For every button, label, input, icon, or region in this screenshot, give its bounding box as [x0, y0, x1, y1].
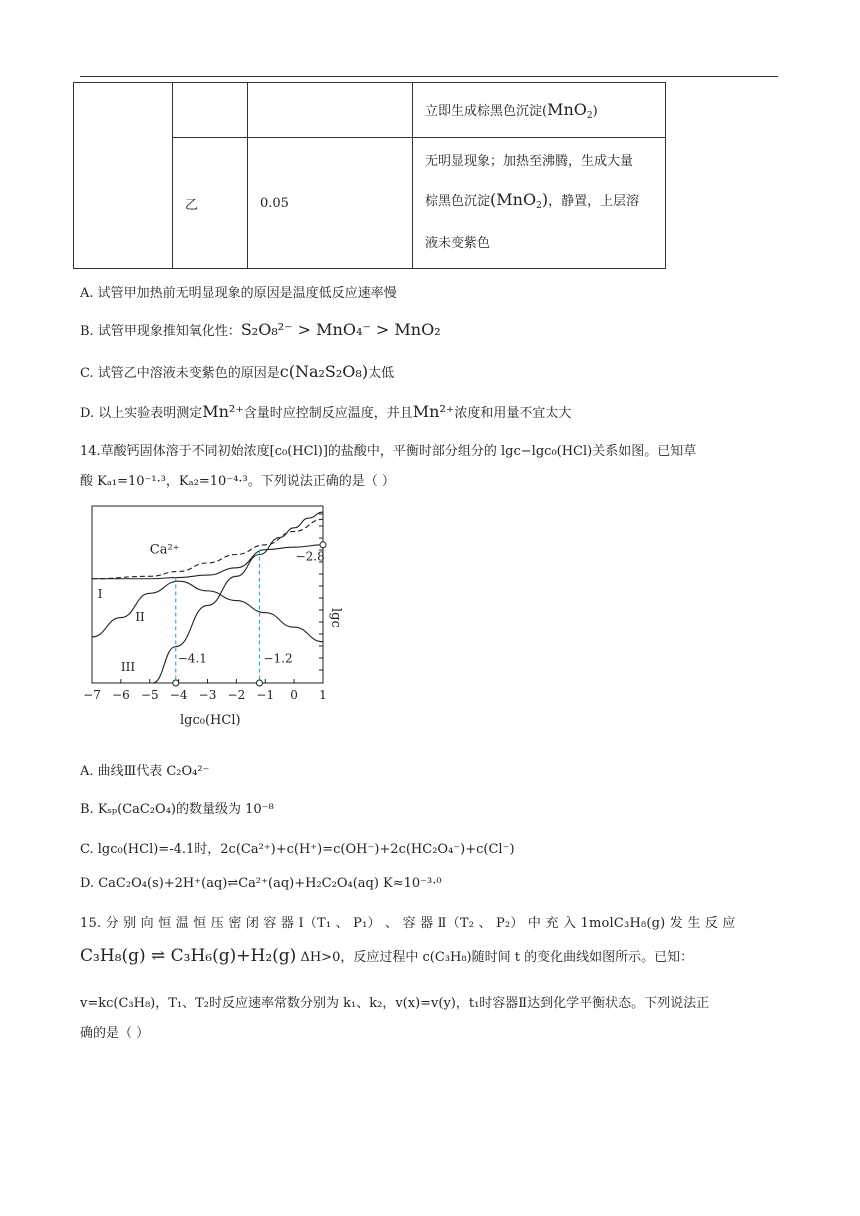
- q14-option-c: C. lgc₀(HCl)=-4.1时，2c(Ca²⁺)+c(H⁺)=c(OH⁻)+2c(HC₂O₄⁻)+c(Cl⁻): [80, 842, 515, 857]
- q15-stem-line4: 确的是（ ）: [80, 1026, 150, 1041]
- q13-option-b: B. 试管甲现象推知氧化性：S₂O₈²⁻ > MnO₄⁻ > MnO₂: [80, 320, 441, 339]
- x-tick-label: −3: [198, 688, 217, 702]
- table-cell-phenomenon: 无明显现象；加热至沸腾，生成大量 棕黑色沉淀(MnO$_2$)，静置，上层溶 液未变紫色: [413, 138, 666, 269]
- q14-option-b: B. Kₛₚ(CaC₂O₄)的数量级为 10⁻⁸: [80, 802, 274, 817]
- annotation-2-8: −2.8: [295, 549, 325, 564]
- marker-point: [256, 680, 262, 686]
- annotation-4-1: −4.1: [177, 651, 207, 666]
- x-tick-label: 0: [290, 688, 298, 702]
- x-axis-label: lgc₀(HCl): [180, 713, 241, 728]
- x-tick-label: −4: [169, 688, 188, 702]
- table-cell-concentration: 0.05: [248, 138, 413, 269]
- x-tick-label: 1: [319, 688, 327, 702]
- q13-option-a: A. 试管甲加热前无明显现象的原因是温度低反应速率慢: [80, 286, 397, 301]
- marker-point: [173, 680, 179, 686]
- q15-stem-line1: 15. 分 别 向 恒 温 恒 压 密 闭 容 器 Ⅰ（T₁ 、 P₁） 、 容 器 Ⅱ（T₂ 、 P₂） 中 充 入 1molC₃H₈(g) 发 生 反 应: [80, 916, 736, 931]
- q14-stem-line2: 酸 Kₐ₁=10⁻¹·³，Kₐ₂=10⁻⁴·³。下列说法正确的是（ ）: [80, 474, 395, 489]
- series-line-II: [92, 581, 323, 642]
- table-cell: [173, 83, 248, 138]
- y-axis-label: lgc: [328, 608, 343, 628]
- q15-stem-line3: v=kc(C₃H₈)，T₁、T₂时反应速率常数分别为 k₁、k₂，v(x)=v(y)，t₁时容器Ⅱ达到化学平衡状态。下列说法正: [80, 996, 710, 1011]
- q13-option-c: C. 试管乙中溶液未变紫色的原因是c(Na₂S₂O₈)太低: [80, 362, 395, 381]
- x-tick-label: −7: [83, 688, 101, 702]
- table-cell: [74, 83, 173, 269]
- experiment-table: [73, 82, 666, 269]
- x-ticks: [83, 514, 327, 702]
- x-tick-label: −5: [140, 688, 159, 702]
- series-line-I: [92, 545, 323, 579]
- q15-stem-line2: C₃H₈(g) ⇌ C₃H₆(g)+H₂(g) ΔH>0，反应过程中 c(C₃H₈)随时间 t 的变化曲线如图所示。已知：: [80, 946, 694, 966]
- q14-option-a: A. 曲线Ⅲ代表 C₂O₄²⁻: [80, 764, 210, 779]
- table-cell-tube: 乙: [173, 138, 248, 269]
- label-III: III: [120, 659, 136, 674]
- q14-stem-line1: 14.草酸钙固体溶于不同初始浓度[c₀(HCl)]的盐酸中，平衡时部分组分的 lgc−lgc₀(HCl)关系如图。已知草: [80, 444, 697, 459]
- label-I: I: [97, 587, 103, 602]
- table-row: [74, 83, 666, 138]
- x-tick-label: −6: [112, 688, 130, 702]
- x-tick-label: −1: [256, 688, 275, 702]
- header-rule: [80, 76, 778, 77]
- label-ca2plus: Ca²⁺: [149, 542, 180, 558]
- lgc-chart: [80, 500, 343, 732]
- label-II: II: [135, 610, 145, 625]
- q14-option-d: D. CaC₂O₄(s)+2H⁺(aq)⇌Ca²⁺(aq)+H₂C₂O₄(aq) K≈10⁻³·⁰: [80, 876, 442, 891]
- table-cell: [248, 83, 413, 138]
- marker-point: [320, 542, 326, 548]
- table-cell-phenomenon: 立即生成棕黑色沉淀(MnO$_2$): [413, 83, 666, 138]
- x-tick-label: −2: [227, 688, 246, 702]
- annotation-1-2: −1.2: [263, 651, 293, 666]
- series-line-Ca²⁺: [92, 519, 323, 578]
- q13-option-d: D. 以上实验表明测定Mn²⁺含量时应控制反应温度，并且Mn²⁺浓度和用量不宜太大: [80, 402, 572, 421]
